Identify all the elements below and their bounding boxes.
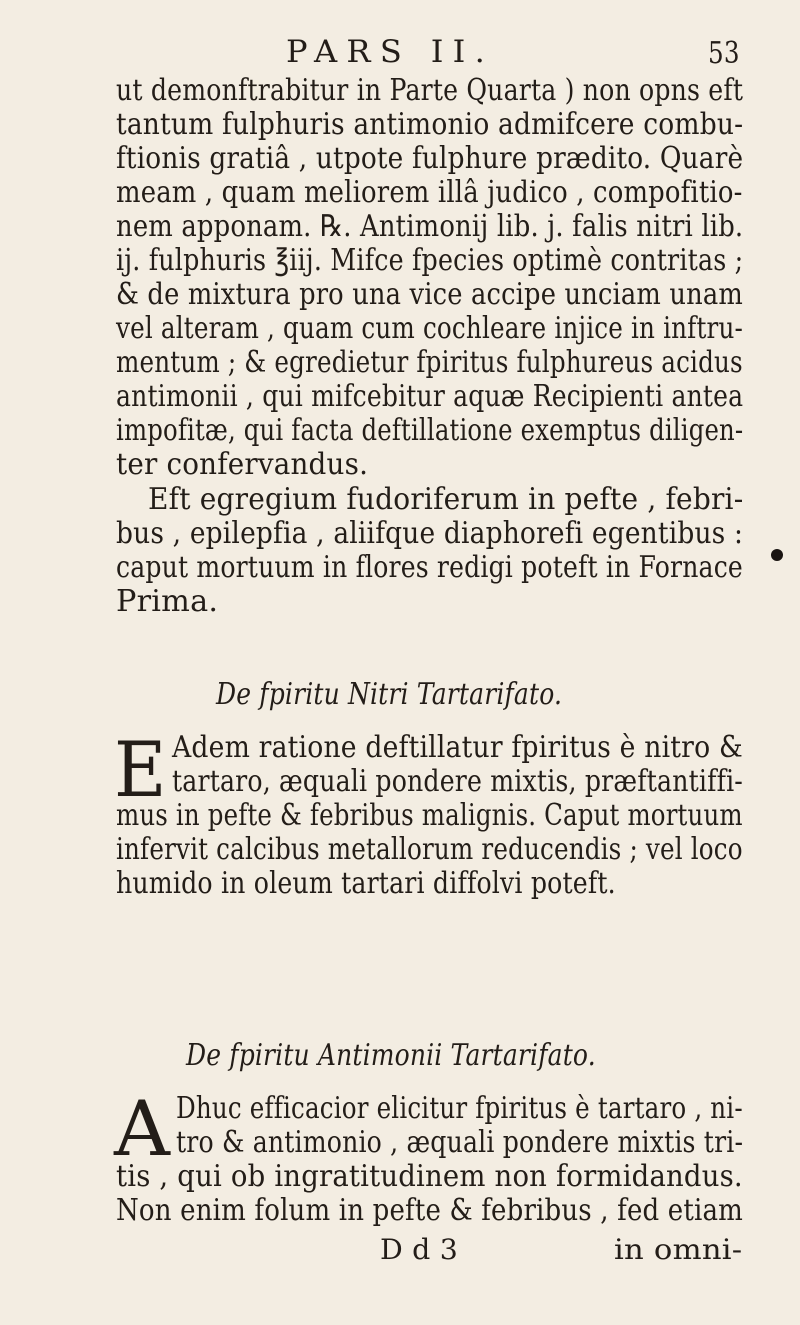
text-line: Eft egregium fudoriferum in pefte , febri- xyxy=(148,482,744,517)
page-number: 53 xyxy=(708,36,740,71)
text-line: tro & antimonio , æquali pondere mixtis tri- xyxy=(176,1125,744,1160)
catchword: in omni- xyxy=(614,1233,743,1266)
text-line: mentum ; & egredietur fpiritus fulphureus acidus xyxy=(116,345,743,380)
text-line: vel alteram , quam cum cochleare injice in inftru- xyxy=(116,311,744,346)
text-line: bus , epilepfia , aliifque diaphorefi egentibus : xyxy=(116,516,744,551)
text-line: Prima. xyxy=(116,584,219,619)
text-line: Non enim folum in pefte & febribus , fed etiam xyxy=(116,1193,744,1228)
text-line: Adem ratione deftillatur fpiritus è nitro & xyxy=(172,730,743,765)
signature-mark: D d 3 xyxy=(380,1233,459,1266)
text-line: & de mixtura pro una vice accipe unciam unam xyxy=(116,277,743,312)
text-line: tantum fulphuris antimonio admifcere combu- xyxy=(116,107,744,142)
ink-spot xyxy=(771,549,783,561)
text-line: ftionis gratiâ , utpote fulphure prædito. Quarè xyxy=(116,141,744,176)
text-line: Dhuc efficacior elicitur fpiritus è tartaro , ni- xyxy=(176,1091,743,1126)
running-head: PARS II. xyxy=(286,34,495,70)
text-line: ij. fulphuris ℥iij. Mifce fpecies optimè contritas ; xyxy=(116,243,744,278)
text-line: antimonii , qui mifcebitur aquæ Recipienti antea xyxy=(116,379,744,414)
text-line: ut demonftrabitur in Parte Quarta ) non opns eft xyxy=(116,73,744,108)
text-line: meam , quam meliorem illâ judico , compofitio- xyxy=(116,175,743,210)
text-line: tis , qui ob ingratitudinem non formidandus. xyxy=(116,1159,743,1194)
text-line: caput mortuum in flores redigi poteft in Fornace xyxy=(116,550,743,585)
section-heading: De fpiritu Nitri Tartarifato. xyxy=(216,677,563,712)
drop-cap: E xyxy=(114,725,167,814)
text-line: humido in oleum tartari diffolvi poteft. xyxy=(116,866,616,901)
text-line: mus in pefte & febribus malignis. Caput mortuum xyxy=(116,798,743,833)
section-heading: De fpiritu Antimonii Tartarifato. xyxy=(186,1038,596,1073)
text-line: impofitæ, qui facta deftillatione exemptus diligen- xyxy=(116,413,744,448)
text-line: infervit calcibus metallorum reducendis ; vel loco xyxy=(116,832,743,867)
drop-cap: A xyxy=(114,1084,170,1173)
text-line: tartaro, æquali pondere mixtis, præftantiffi- xyxy=(172,764,743,799)
text-line: nem apponam. ℞. Antimonij lib. j. falis nitri lib. xyxy=(116,209,744,244)
text-line: ter confervandus. xyxy=(116,447,369,482)
